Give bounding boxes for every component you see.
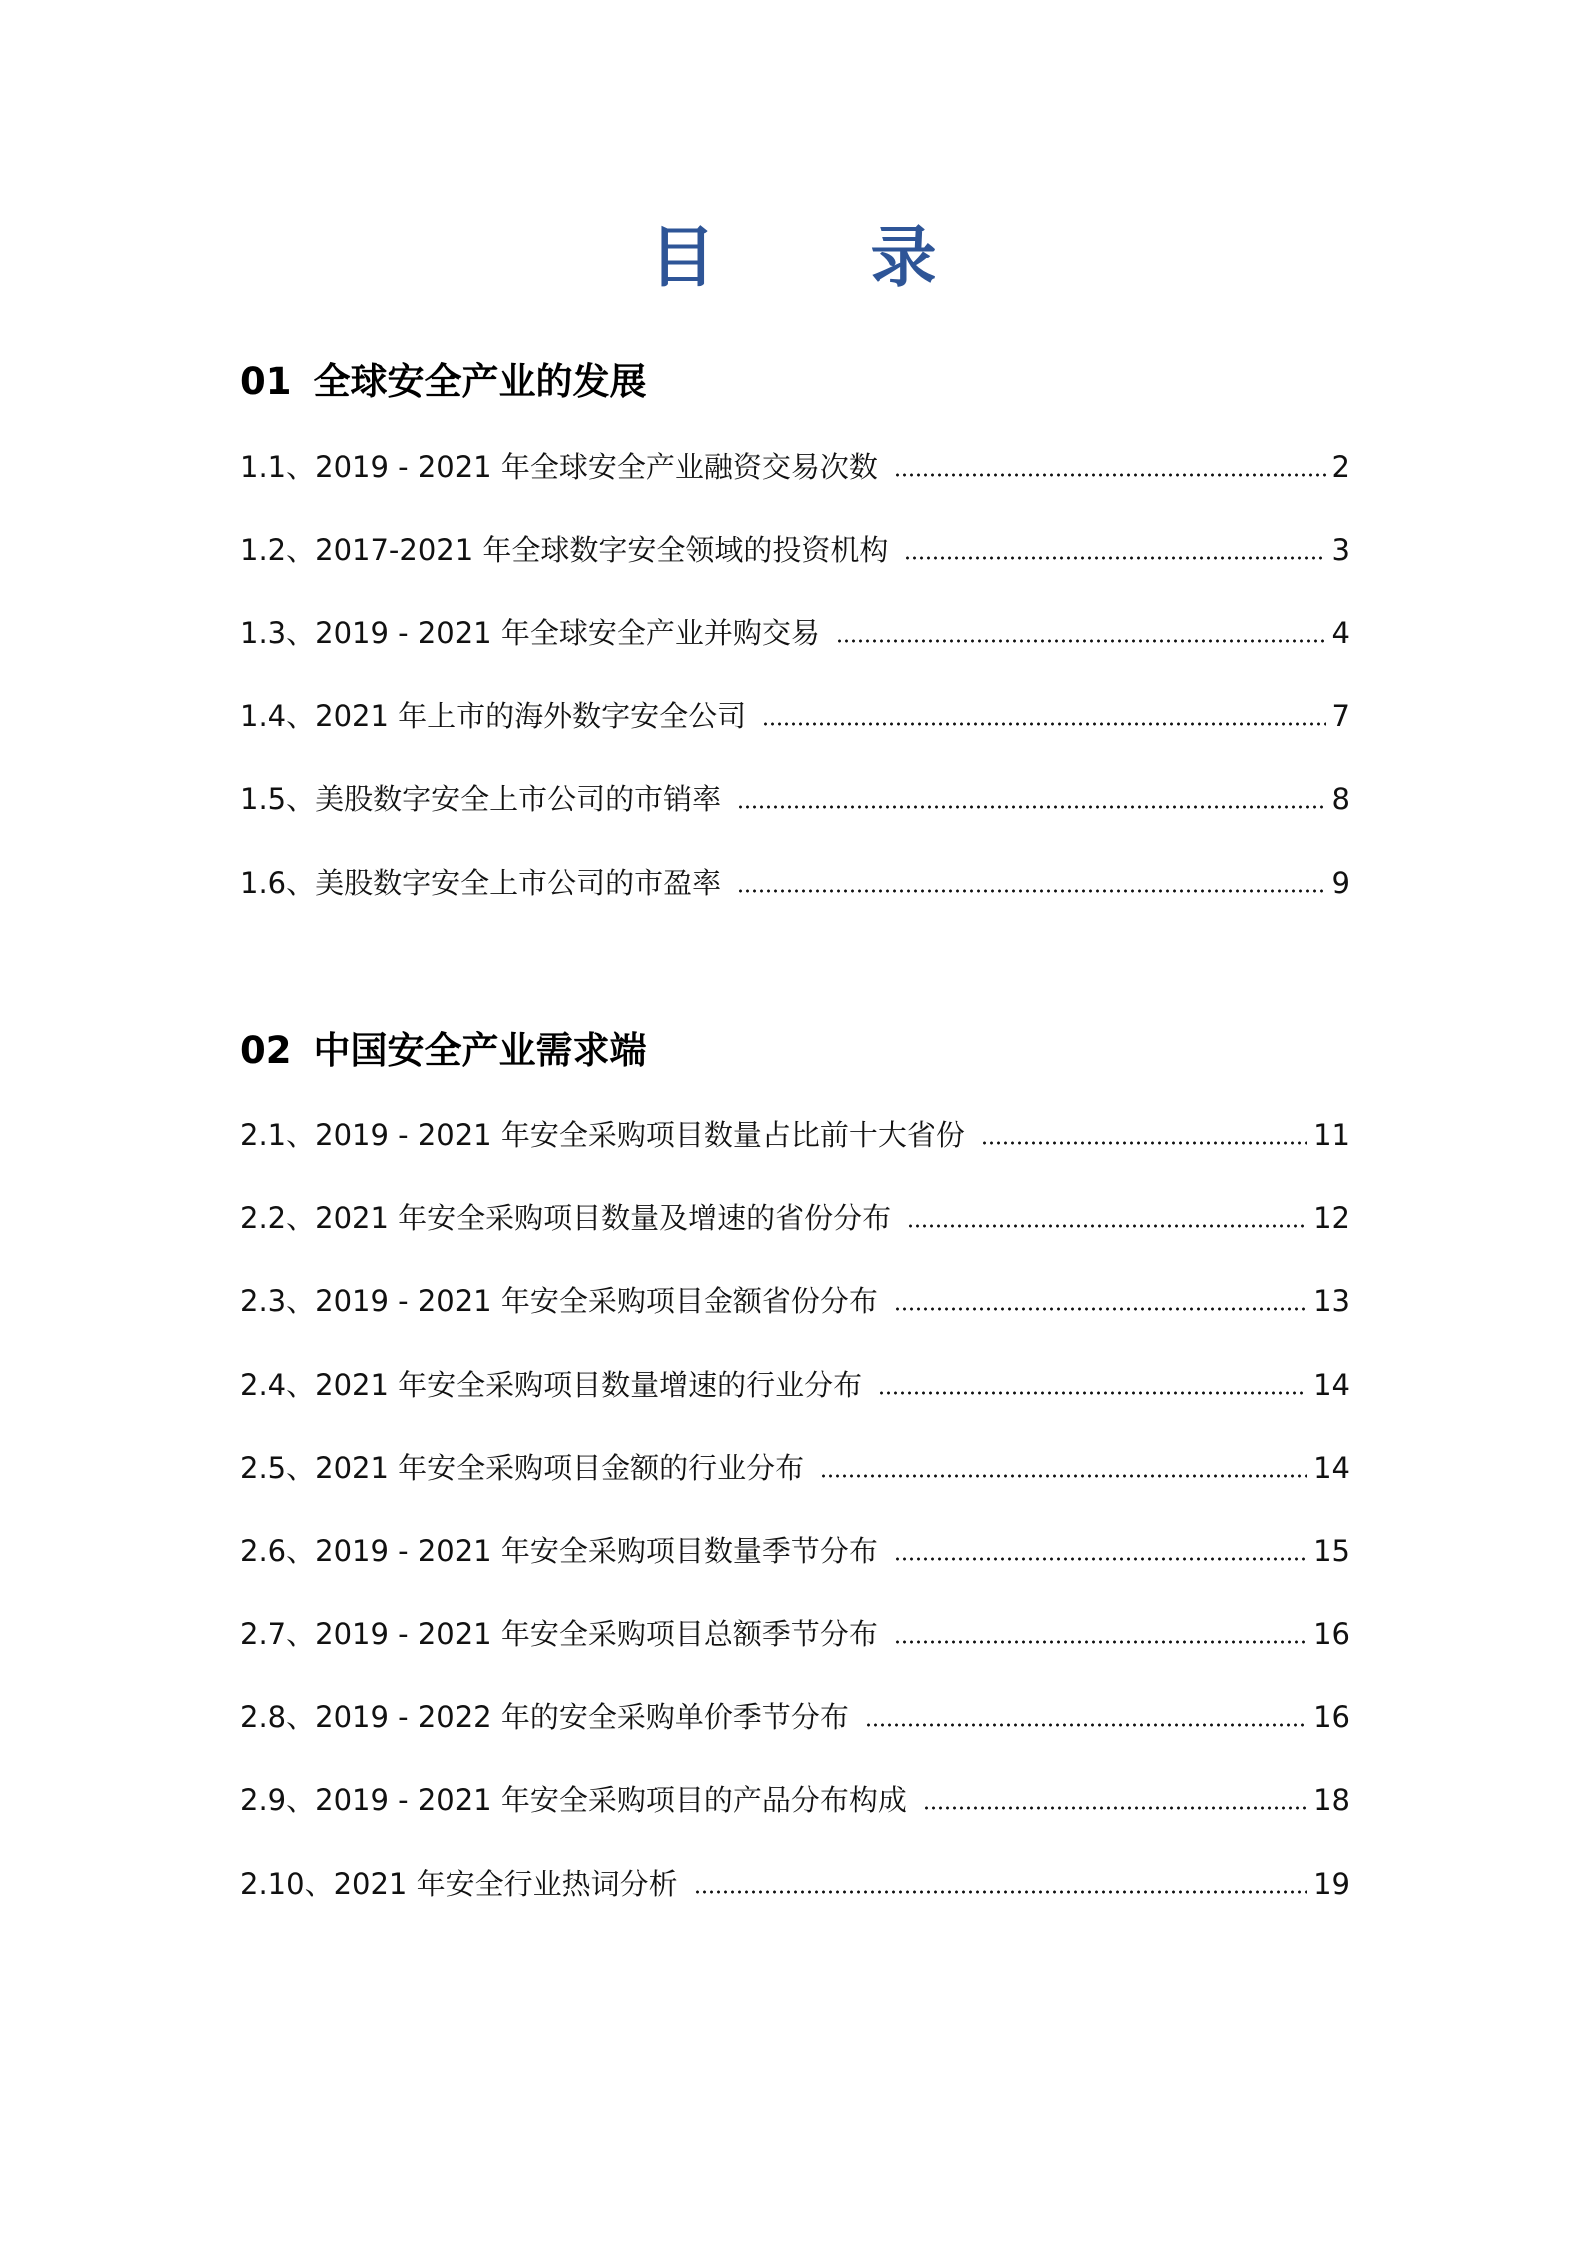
toc-entry-label[interactable]: 2.5、2021 年安全采购项目金额的行业分布 [240,1451,805,1485]
dot-leader [907,1223,1307,1229]
toc-entry-label[interactable]: 2.4、2021 年安全采购项目数量增速的行业分布 [240,1368,863,1402]
toc-entry-page[interactable]: 18 [1313,1783,1350,1817]
dot-leader [762,721,1325,727]
toc-entry-label[interactable]: 2.8、2019 - 2022 年的安全采购单价季节分布 [240,1700,849,1734]
toc-entry[interactable] [240,863,1350,903]
page-title: 目 录 [649,219,1003,296]
section-title: 中国安全产业需求端 [313,1029,647,1072]
toc-entry-page[interactable]: 3 [1331,533,1350,567]
toc-entry-page[interactable]: 14 [1313,1451,1350,1485]
toc-entry-page[interactable]: 13 [1313,1284,1350,1318]
toc-entry-page[interactable]: 7 [1331,699,1350,733]
toc-entry-label[interactable]: 1.2、2017-2021 年全球数字安全领域的投资机构 [240,533,889,567]
toc-entry-page[interactable]: 9 [1331,866,1350,900]
dot-leader [894,1639,1307,1645]
toc-entry[interactable] [240,530,1350,570]
dot-leader [865,1722,1307,1728]
toc-entry-label[interactable]: 2.10、2021 年安全行业热词分析 [240,1867,678,1901]
toc-entry-page[interactable]: 8 [1331,782,1350,816]
dot-leader [820,1473,1307,1479]
toc-entry[interactable] [240,1198,1350,1238]
toc-entry-label[interactable]: 2.3、2019 - 2021 年安全采购项目金额省份分布 [240,1284,878,1318]
toc-entry-label[interactable]: 1.1、2019 - 2021 年全球安全产业融资交易次数 [240,450,878,484]
section-number: 02 [240,1029,292,1072]
toc-entry-page[interactable]: 11 [1313,1118,1350,1152]
toc-entry-label[interactable]: 2.1、2019 - 2021 年安全采购项目数量占比前十大省份 [240,1118,965,1152]
toc-entry-page[interactable]: 19 [1313,1867,1350,1901]
dot-leader [923,1805,1307,1811]
toc-entry[interactable] [240,1531,1350,1571]
toc-entry-page[interactable]: 16 [1313,1617,1350,1651]
dot-leader [981,1140,1307,1146]
toc-entry[interactable] [240,1448,1350,1488]
dot-leader [878,1390,1307,1396]
dot-leader [694,1889,1308,1895]
toc-entry-label[interactable]: 2.7、2019 - 2021 年安全采购项目总额季节分布 [240,1617,878,1651]
toc-entry[interactable] [240,1780,1350,1820]
toc-entry-label[interactable]: 1.3、2019 - 2021 年全球安全产业并购交易 [240,616,820,650]
toc-entry[interactable] [240,613,1350,653]
section-heading-02 [240,1027,647,1075]
toc-entry[interactable] [240,1864,1350,1904]
dot-leader [894,1556,1307,1562]
toc-entry-page[interactable]: 2 [1331,450,1350,484]
dot-leader [894,1306,1307,1312]
dot-leader [836,638,1326,644]
toc-entry[interactable] [240,1697,1350,1737]
dot-leader [737,888,1325,894]
toc-entry[interactable] [240,1115,1350,1155]
section-number: 01 [240,360,292,403]
toc-entry-label[interactable]: 2.6、2019 - 2021 年安全采购项目数量季节分布 [240,1534,878,1568]
dot-leader [894,472,1326,478]
toc-entry[interactable] [240,1614,1350,1654]
dot-leader [904,555,1325,561]
toc-entry[interactable] [240,1365,1350,1405]
section-title: 全球安全产业的发展 [313,360,647,403]
toc-entry-label[interactable]: 1.5、美股数字安全上市公司的市销率 [240,782,722,816]
toc-entry-page[interactable]: 12 [1313,1201,1350,1235]
section-heading-01 [240,358,647,406]
toc-entry-label[interactable]: 1.4、2021 年上市的海外数字安全公司 [240,699,747,733]
toc-entry-page[interactable]: 15 [1313,1534,1350,1568]
toc-entry[interactable] [240,696,1350,736]
dot-leader [737,804,1325,810]
toc-entry-label[interactable]: 2.2、2021 年安全采购项目数量及增速的省份分布 [240,1201,892,1235]
toc-entry-page[interactable]: 4 [1331,616,1350,650]
toc-entry-page[interactable]: 16 [1313,1700,1350,1734]
toc-entry[interactable] [240,779,1350,819]
toc-entry-label[interactable]: 1.6、美股数字安全上市公司的市盈率 [240,866,722,900]
toc-entry[interactable] [240,447,1350,487]
toc-entry-label[interactable]: 2.9、2019 - 2021 年安全采购项目的产品分布构成 [240,1783,907,1817]
toc-entry[interactable] [240,1281,1350,1321]
toc-entry-page[interactable]: 14 [1313,1368,1350,1402]
